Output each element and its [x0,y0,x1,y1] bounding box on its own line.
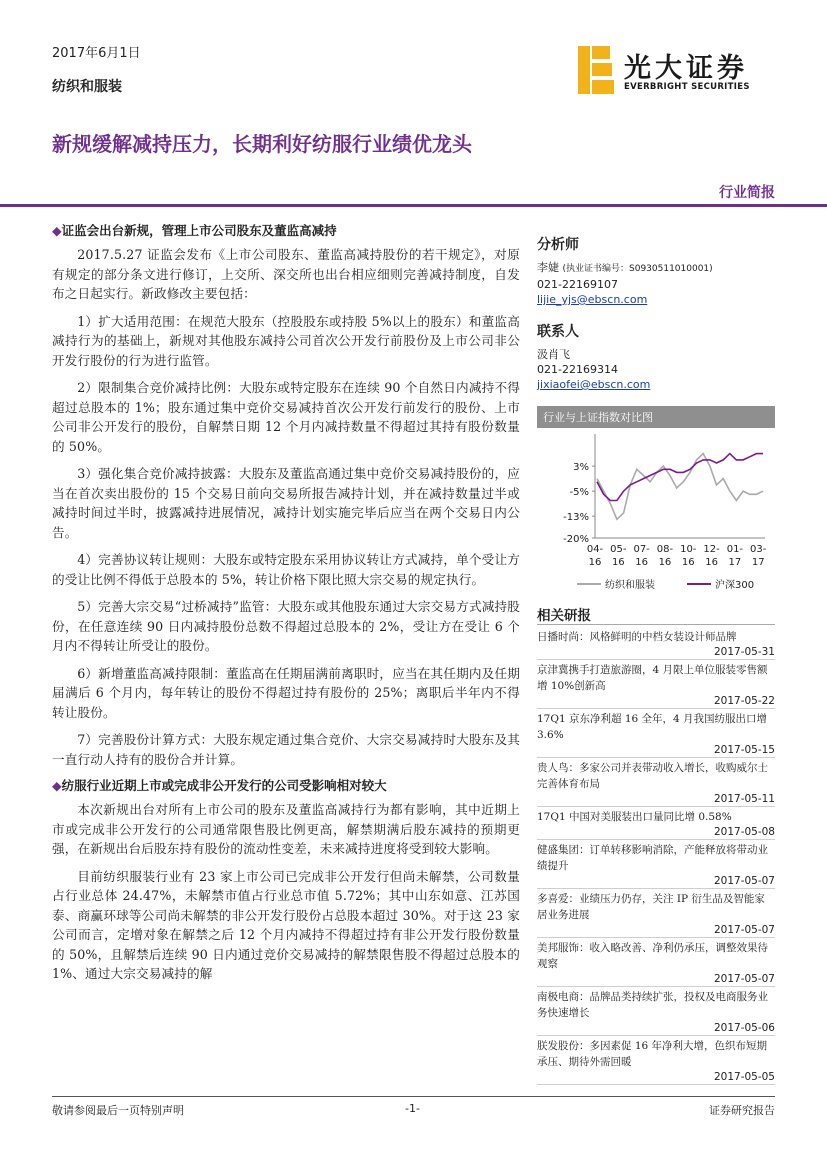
research-item-title: 17Q1 中国对美服装出口量同比增 0.58% [537,811,732,823]
body-paragraph: 6）新增董监高减持限制：董监高在任期届满前离职时，应当在其任期内及任期届满后 6 个月内，每年转让的股份不得超过持有股份的 25%；离职后半年内不得转让股份。 [52,665,520,720]
contact-phone: 021-22169314 [537,363,618,376]
research-item[interactable] [537,627,775,660]
contact-email-link[interactable]: jixiaofei@ebscn.com [537,378,651,391]
body-paragraph: 1）扩大适用范围：在规范大股东（控股股东或持股 5%以上的股东）和董监高减持行为的基础上，新规对其他股东减持公司首次公开发行前股份及上市公司非公开发行股份的行为进行监管。 [52,313,520,368]
research-item-title: 南极电商：品牌品类持续扩张，投权及电商服务业务快速增长 [537,991,768,1019]
research-item-title: 美邦服饰：收入略改善、净利仍承压，调整效果待观察 [537,942,768,970]
research-item-title: 朕发股份：多因素促 16 年净利大增，色织布短期承压、期待外需回暖 [537,1040,768,1068]
body-paragraph: 2017.5.27 证监会发布《上市公司股东、董监高减持股份的若干规定》，对原有规定的部分条文进行修订，上交所、深交所也出台相应细则完善减持制度，自发布之日起实行。新政修改主要包括： [52,247,520,301]
x-tick-label: 16 [635,557,648,568]
chart-title: 行业与上证指数对比图 [537,406,775,428]
industry-label: 纺织和服装 [52,79,122,95]
report-date: 2017年6月1日 [52,46,141,61]
y-tick-label: -13% [563,512,589,524]
contact-name: 汲肖飞 [537,348,570,361]
company-logo [578,46,778,96]
research-item-title: 多喜爱：业绩压力仍存，关注 IP 衍生品及智能家居业务进展 [537,893,765,921]
research-item[interactable] [537,709,775,758]
page-title: 新规缓解减持压力，长期利好纺服行业绩优龙头 [52,132,472,156]
body-paragraph: 本次新规出台对所有上市公司的股东及董监高减持行为都有影响，其中近期上市或完成非公开发行的公司通常限售股比例更高，解禁期满后股东减持的预期更强，在新规出台后股东持有股份的流动性变差，未来减持进度将受到较大影响。 [52,802,520,856]
page-number: -1- [405,1102,420,1115]
y-tick-label: -20% [563,534,589,545]
research-item[interactable] [537,807,775,840]
y-tick-label: -5% [569,487,589,499]
analyst-heading: 分析师 [537,237,579,253]
footer-report-label: 证券研究报告 [709,1104,775,1117]
x-tick-label: 17 [728,557,742,568]
report-type-label: 行业简报 [719,185,775,201]
research-item[interactable] [537,1036,775,1085]
body-paragraph: 3）强化集合竞价减持披露：大股东及董监高通过集中竞价交易减持股份的，应当在首次卖出股份的 15 个交易日前向交易所报告减持计划，并在减持数量过半或减持时间过半时，披露减持进展情况，减持计划实施完毕后应当在两个交易日内公告。 [52,466,520,540]
related-research-heading: 相关研报 [537,604,775,625]
diamond-bullet-icon: ◆ [52,223,62,238]
section-heading: ◆纺服行业近期上市或完成非公开发行的公司受影响相对较大 [52,778,387,793]
x-tick-label: 01- [726,544,744,555]
research-item-date: 2017-05-07 [713,875,775,887]
logo-chinese-text: 光大证券 [624,53,748,84]
research-item-date: 2017-05-06 [713,1022,775,1034]
analyst-cert: (执业证书编号：S0930511010001) [562,264,713,274]
analyst-info [537,260,775,277]
research-item-date: 2017-05-11 [713,793,775,805]
footer-divider [52,1096,775,1097]
series-line [597,454,763,501]
research-item-date: 2017-05-05 [713,1071,775,1083]
logo-english-text: EVERBRIGHT SECURITIES [624,82,750,92]
diamond-bullet-icon: ◆ [52,778,62,793]
research-item-title: 贵人鸟：多家公司并表带动收入增长，收购威尔士完善体育布局 [537,762,768,790]
legend-label: 纺织和服装 [605,580,655,591]
body-paragraph: 4）完善协议转让规则：大股东或特定股东采用协议转让方式减持，单个受让方的受让比例不得低于总股本的 5%，转让价格下限比照大宗交易的规定执行。 [52,552,520,587]
x-tick-label: 16 [611,557,625,568]
related-research-list [537,627,775,1085]
research-item[interactable] [537,938,775,987]
x-tick-label: 05- [610,544,627,555]
body-paragraph: 2）限制集合竞价减持比例：大股东或特定股东在连续 90 个自然日内减持不得超过总股本的 1%；股东通过集中竞价交易减持首次公开发行前发行的股份、上市公司非公开发行的股份，自解禁日期 12 个月内减持数量不得超过其持有股份数量的 50%。 [52,380,520,454]
sidebar [537,222,775,1085]
research-item-date: 2017-05-08 [713,826,775,838]
x-tick-label: 17 [751,557,765,568]
research-item[interactable] [537,660,775,709]
comparison-chart [537,406,775,600]
header-divider [0,204,827,207]
legend-label: 沪深300 [715,580,755,591]
x-tick-label: 16 [705,557,718,568]
x-tick-label: 10- [680,544,697,555]
research-item-date: 2017-05-31 [713,646,775,658]
x-tick-label: 04- [586,544,604,555]
x-tick-label: 08- [656,544,674,555]
research-item[interactable] [537,889,775,938]
x-tick-label: 03- [750,544,767,555]
research-item-date: 2017-05-07 [713,973,775,985]
contact-heading: 联系人 [537,324,579,340]
x-tick-label: 16 [658,557,672,568]
section-heading: ◆证监会出台新规，管理上市公司股东及董监高减持 [52,223,337,238]
body-paragraph: 5）完善大宗交易“过桥减持”监管：大股东或其他股东通过大宗交易方式减持股份，在任意连续 90 日内减持股份总数不得超过总股本的 2%，受让方在受让 6 个月内不得转让所受让的股份。 [52,599,520,653]
line-chart [537,428,775,600]
body-paragraph: 目前纺织服装行业有 23 家上市公司已完成非公开发行但尚未解禁，公司数量占行业总体 24.47%，未解禁市值占行业总市值 5.72%；其中山东如意、江苏国泰、商赢环球等公司尚未解禁的非公开发行股份占总股本超过 30%。对于这 23 家公司而言，定增对象在解禁之后 12 个月内减持不得超过持有非公开发行股份数量的 50%，且解禁后连续 90 日内通过竞价交易减持的解禁限售股不得超过总股本的 1%、通过大宗交易减持的解 [52,868,520,981]
research-item-date: 2017-05-07 [713,924,775,936]
research-item[interactable] [537,987,775,1036]
analyst-name: 李婕 [537,261,559,274]
analyst-email-link[interactable]: lijie_yjs@ebscn.com [537,293,648,306]
research-item[interactable] [537,840,775,889]
research-item[interactable] [537,758,775,807]
x-tick-label: 12- [703,544,720,555]
footer-disclaimer: 敬请参阅最后一页特别声明 [52,1104,184,1117]
research-item-date: 2017-05-22 [713,695,775,707]
x-tick-label: 07- [633,544,650,555]
research-item-title: 京津冀携手打造旅游圈，4 月限上单位服装零售额增 10%创新高 [537,664,768,692]
analyst-phone: 021-22169107 [537,278,618,291]
main-body [52,222,520,992]
body-paragraph: 7）完善股份计算方式：大股东规定通过集合竞价、大宗交易减持时大股东及其一直行动人持有的股份合并计算。 [52,732,520,767]
research-item-title: 健盛集团：订单转移影响消除，产能释放将带动业绩提升 [537,844,768,872]
y-tick-label: 3% [573,462,589,474]
series-line [597,454,763,520]
everbright-logo-icon [578,46,614,94]
research-item-title: 日播时尚：风格鲜明的中档女装设计师品牌 [537,631,737,643]
research-item-date: 2017-05-15 [713,744,775,756]
x-tick-label: 16 [681,557,695,568]
x-tick-label: 16 [588,557,602,568]
research-item-title: 17Q1 京东净利超 16 全年，4 月我国纺服出口增 3.6% [537,713,768,741]
